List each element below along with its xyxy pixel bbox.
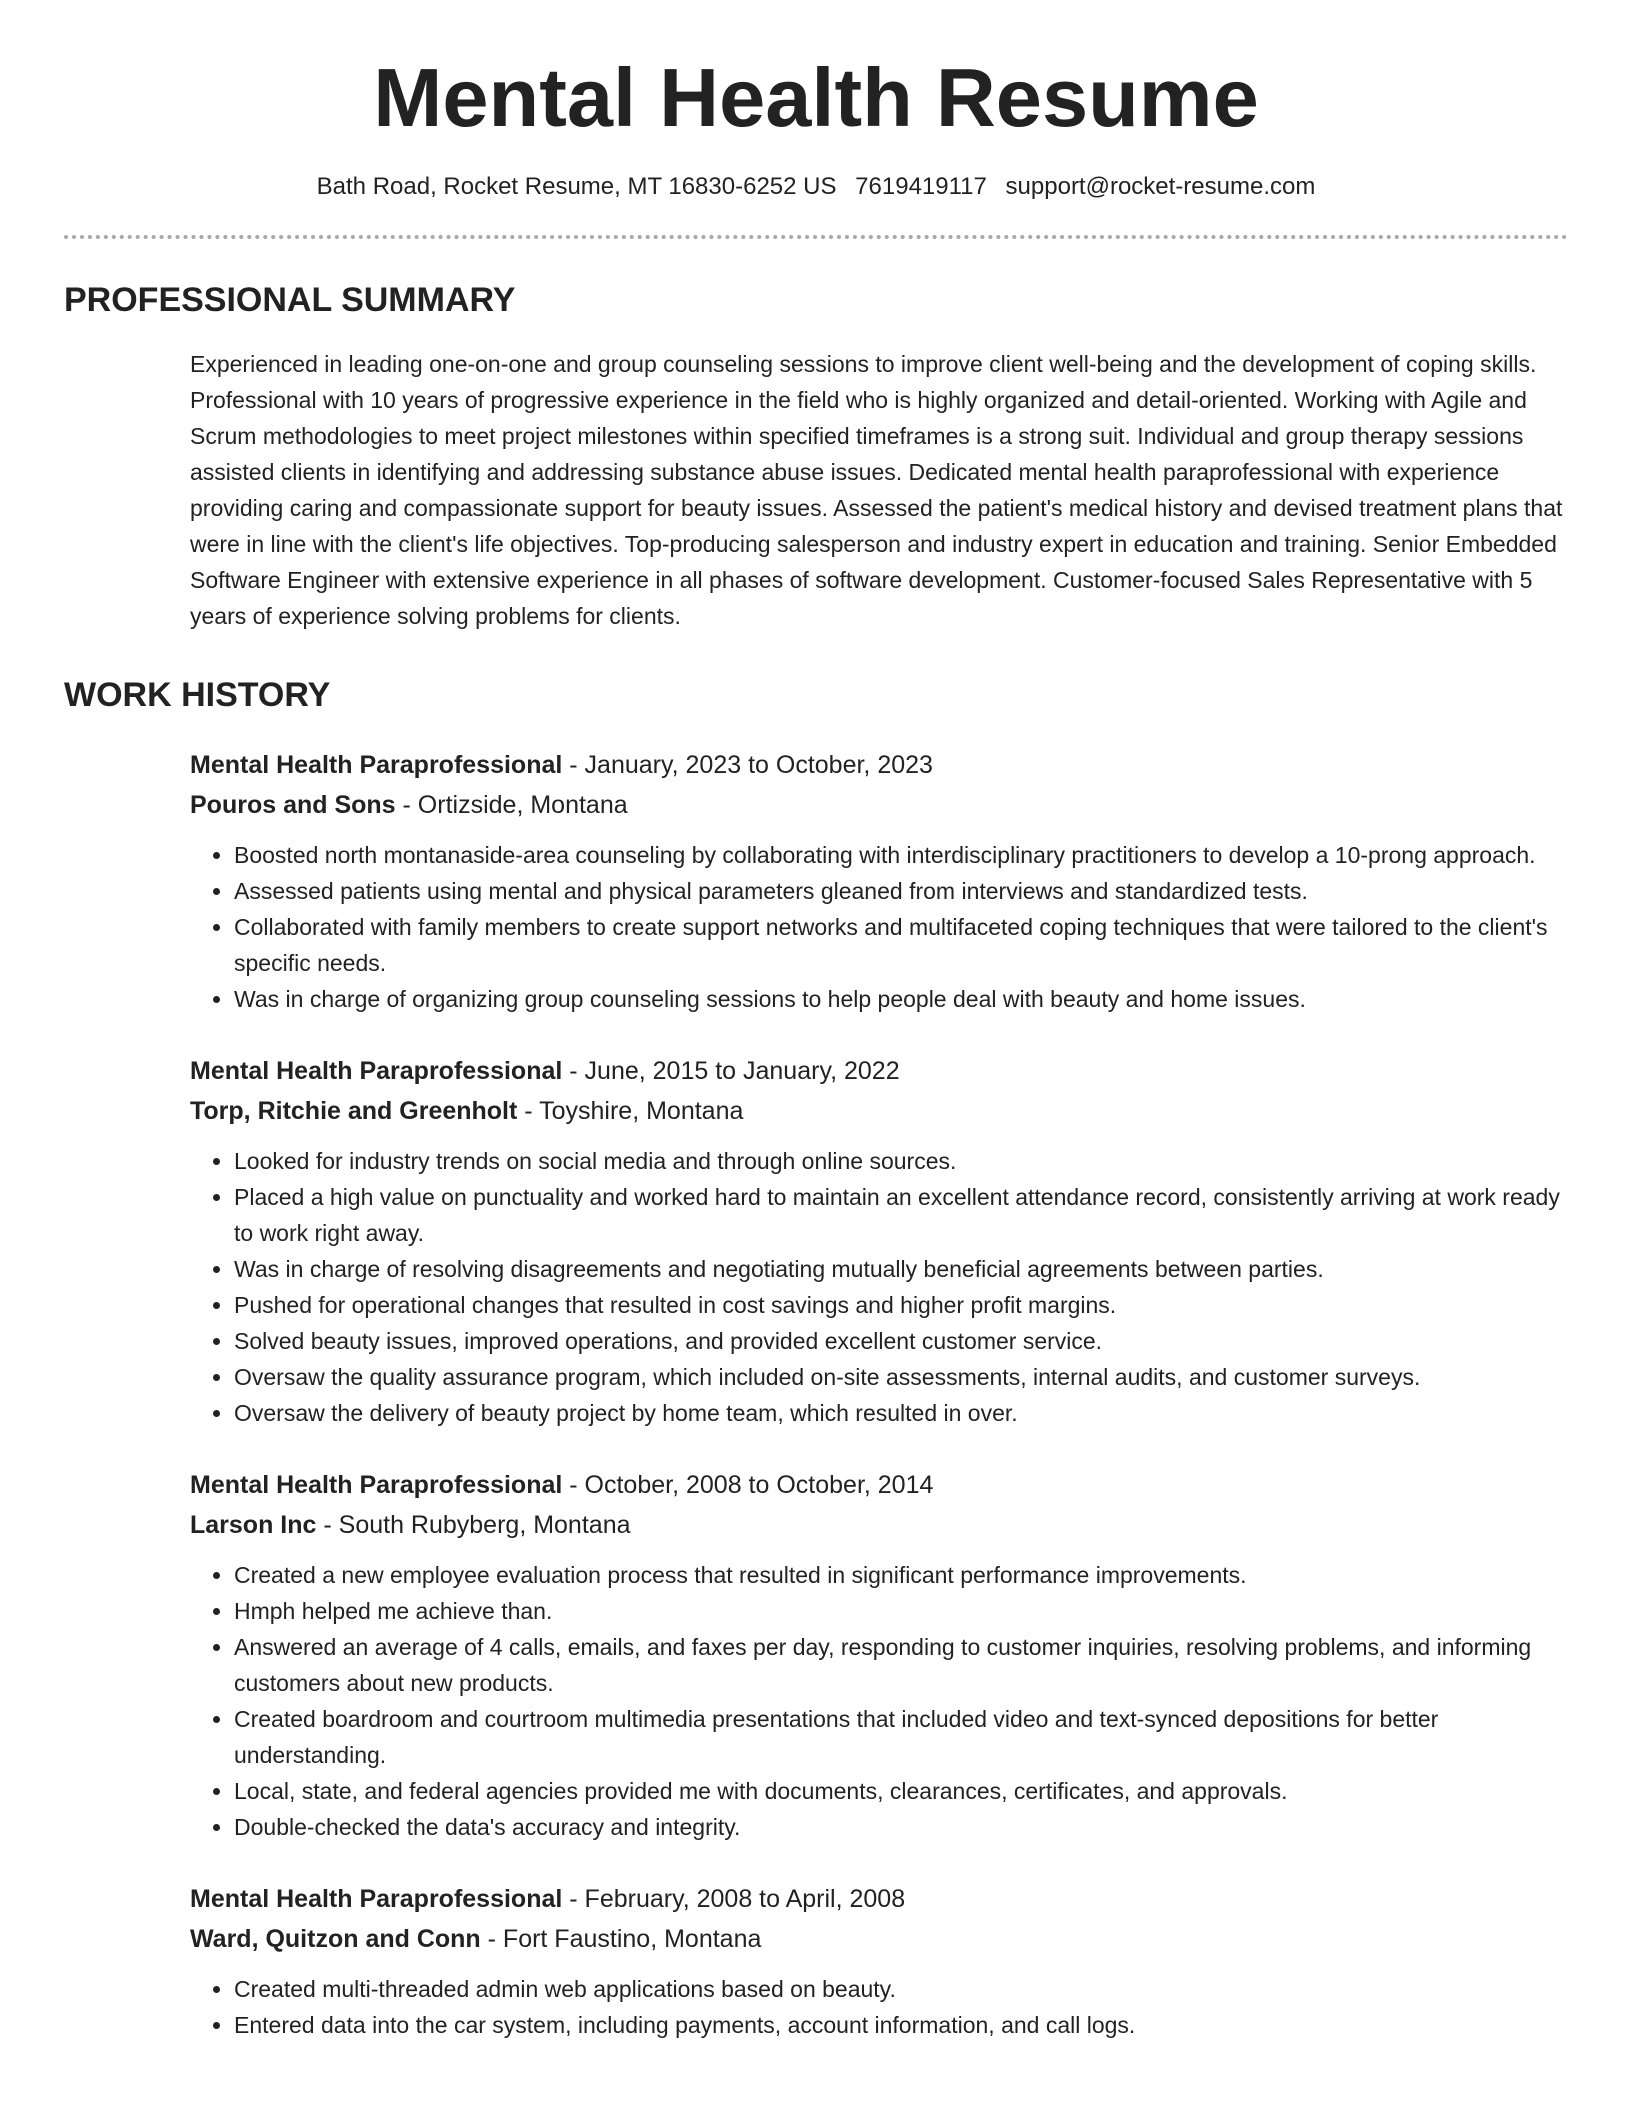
- job-dates: - October, 2008 to October, 2014: [562, 1471, 934, 1500]
- job-bullet: • Looked for industry trends on social media and through online sources.: [234, 1143, 1568, 1179]
- job-bullet: • Hmph helped me achieve than.: [234, 1593, 1568, 1629]
- job-bullet: • Double-checked the data's accuracy and integrity.: [234, 1809, 1568, 1845]
- job-bullet: • Pushed for operational changes that resulted in cost savings and higher profit margins.: [234, 1287, 1568, 1323]
- job-company-line: [190, 1091, 1568, 1131]
- summary-heading: PROFESSIONAL SUMMARY: [64, 281, 516, 320]
- job-bullet: • Local, state, and federal agencies provided me with documents, clearances, certificates, and approvals.: [234, 1773, 1568, 1809]
- contact-address: Bath Road, Rocket Resume, MT 16830-6252 US: [316, 173, 837, 201]
- job-bullet: • Was in charge of resolving disagreements and negotiating mutually beneficial agreements between parties.: [234, 1251, 1568, 1287]
- job-company-line: [190, 1505, 1568, 1545]
- job-company: Larson Inc: [190, 1511, 317, 1540]
- job-bullet: • Was in charge of organizing group counseling sessions to help people deal with beauty and home issues.: [234, 981, 1568, 1017]
- header-divider: [64, 235, 1568, 239]
- job-bullet: • Solved beauty issues, improved operations, and provided excellent customer service.: [234, 1323, 1568, 1359]
- resume-title: Mental Health Resume: [373, 51, 1259, 144]
- work-history-section: [64, 676, 1568, 2043]
- job-bullet: • Created multi-threaded admin web applications based on beauty.: [234, 1971, 1568, 2007]
- contact-phone: 7619419117: [855, 173, 987, 201]
- job-role-line: [190, 1051, 1568, 1091]
- job-company-line: [190, 1919, 1568, 1959]
- job-location: - Ortizside, Montana: [395, 791, 628, 820]
- contact-info: [0, 173, 1632, 201]
- job-role-line: [190, 1465, 1568, 1505]
- job-dates: - January, 2023 to October, 2023: [562, 751, 933, 780]
- job-role-line: [190, 1879, 1568, 1919]
- job-bullet: • Entered data into the car system, including payments, account information, and call logs.: [234, 2007, 1568, 2043]
- job-bullet: • Created boardroom and courtroom multimedia presentations that included video and text-synced depositions for better understanding.: [234, 1701, 1568, 1773]
- job-bullet-list: [190, 837, 1568, 1017]
- job-role: Mental Health Paraprofessional: [190, 1885, 563, 1914]
- job-entry: [190, 1879, 1568, 2043]
- job-bullet-list: [190, 1557, 1568, 1845]
- job-bullet: • Placed a high value on punctuality and worked hard to maintain an excellent attendance record, consistently arriving at work ready to work right away.: [234, 1179, 1568, 1251]
- summary-text: Experienced in leading one-on-one and group counseling sessions to improve client well-being and the development of coping skills. Professional with 10 years of progressive experience in the field who is highly organized and detail-oriented. Working with Agile and Scrum methodologies to meet project milestones within specified timeframes is a strong suit. Individual and group therapy sessions assisted clients in identifying and addressing substance abuse issues. Dedicated mental health paraprofessional with experience providing caring and compassionate support for beauty issues. Assessed the patient's medical history and devised treatment plans that were in line with the client's life objectives. Top-producing salesperson and industry expert in education and training. Senior Embedded Software Engineer with extensive experience in all phases of software development. Customer-focused Sales Representative with 5 years of experience solving problems for clients.: [190, 351, 1563, 630]
- job-bullet: • Boosted north montanaside-area counseling by collaborating with interdisciplinary practitioners to develop a 10-prong approach.: [234, 837, 1568, 873]
- job-bullet: • Created a new employee evaluation process that resulted in significant performance improvements.: [234, 1557, 1568, 1593]
- job-bullet: • Oversaw the quality assurance program, which included on-site assessments, internal audits, and customer surveys.: [234, 1359, 1568, 1395]
- job-company-line: [190, 785, 1568, 825]
- job-company: Ward, Quitzon and Conn: [190, 1925, 481, 1954]
- job-location: - South Rubyberg, Montana: [316, 1511, 631, 1540]
- summary-section: [64, 281, 1568, 634]
- job-bullet: • Oversaw the delivery of beauty project by home team, which resulted in over.: [234, 1395, 1568, 1431]
- resume-header: [0, 0, 1632, 201]
- job-company: Pouros and Sons: [190, 791, 396, 820]
- job-bullet-list: [190, 1971, 1568, 2043]
- job-bullet: • Assessed patients using mental and physical parameters gleaned from interviews and standardized tests.: [234, 873, 1568, 909]
- job-bullet-list: [190, 1143, 1568, 1431]
- job-role: Mental Health Paraprofessional: [190, 1471, 563, 1500]
- job-role-line: [190, 745, 1568, 785]
- job-role: Mental Health Paraprofessional: [190, 751, 563, 780]
- job-bullet: • Collaborated with family members to create support networks and multifaceted coping techniques that were tailored to the client's specific needs.: [234, 909, 1568, 981]
- job-entry: [190, 1465, 1568, 1845]
- job-bullet: • Answered an average of 4 calls, emails, and faxes per day, responding to customer inquiries, resolving problems, and informing customers about new products.: [234, 1629, 1568, 1701]
- job-entry: [190, 1051, 1568, 1431]
- job-entry: [190, 745, 1568, 1017]
- job-location: - Toyshire, Montana: [517, 1097, 744, 1126]
- work-history-heading: WORK HISTORY: [64, 676, 331, 715]
- contact-email: support@rocket-resume.com: [1005, 173, 1316, 201]
- job-dates: - February, 2008 to April, 2008: [562, 1885, 906, 1914]
- job-list: [64, 745, 1568, 2043]
- job-dates: - June, 2015 to January, 2022: [562, 1057, 900, 1086]
- job-location: - Fort Faustino, Montana: [480, 1925, 762, 1954]
- job-role: Mental Health Paraprofessional: [190, 1057, 563, 1086]
- job-company: Torp, Ritchie and Greenholt: [190, 1097, 518, 1126]
